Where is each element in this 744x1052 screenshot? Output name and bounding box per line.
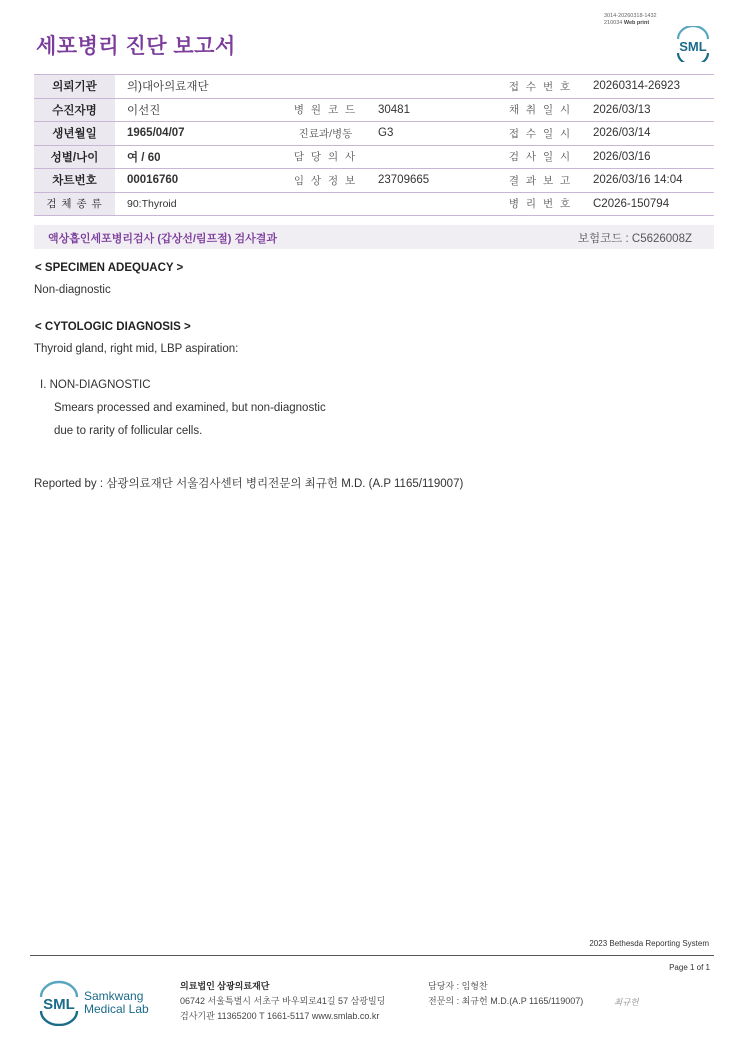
- footer-divider: [30, 955, 714, 956]
- info-row: [34, 192, 714, 216]
- hospital-code-value: 30481: [366, 98, 500, 122]
- signature: 최규헌: [614, 998, 639, 1008]
- specialist-value: 최규헌 M.D.(A.P 1165/119007): [461, 996, 584, 1006]
- brand-line-1: Samkwang: [84, 989, 144, 1003]
- sex-age-label: 성별/나이: [34, 145, 115, 169]
- diagnosis-header: < CYTOLOGIC DIAGNOSIS >: [35, 321, 191, 333]
- info-row: [34, 169, 714, 193]
- referral-label: 의뢰기관: [34, 75, 115, 99]
- clinical-value: 23709665: [366, 169, 500, 193]
- info-row: [34, 145, 714, 169]
- info-row: [34, 122, 714, 146]
- patient-value: 이선진: [115, 98, 285, 122]
- chart-value: 00016760: [115, 169, 285, 193]
- page-number: Page 1 of 1: [669, 963, 710, 972]
- receipt-no-value: 20260314-26923: [581, 75, 714, 99]
- print-code: [604, 13, 657, 26]
- collection-label: 채 취 일 시: [500, 98, 581, 122]
- org-contact: 검사기관 11365200 T 1661-5117 www.smlab.co.kr: [180, 1011, 380, 1021]
- result-value: 2026/03/16 14:04: [581, 169, 714, 193]
- diagnosis-detail-1: Smears processed and examined, but non-diagnostic: [54, 402, 326, 414]
- info-row: [34, 98, 714, 122]
- diagnosis-detail-2: due to rarity of follicular cells.: [54, 425, 203, 437]
- brand-line-2: Medical Lab: [84, 1002, 149, 1016]
- print-code-line2: 210034: [604, 19, 623, 26]
- org-name: 의료법인 삼광의료재단: [180, 981, 270, 991]
- sex-age-value: 여 / 60: [115, 145, 285, 169]
- org-info: [180, 979, 385, 1024]
- org-address: 06742 서울특별시 서초구 바우뫼로41길 57 삼광빌딩: [180, 996, 386, 1006]
- adequacy-header: < SPECIMEN ADEQUACY >: [35, 262, 184, 274]
- patient-label: 수진자명: [34, 98, 115, 122]
- logo-arc-top: [678, 26, 708, 39]
- doctor-label: 담 당 의 사: [285, 145, 366, 169]
- reported-by: Reported by : 삼광의료재단 서울검사센터 병리전문의 최규헌 M.D. (A.P 1165/119007): [34, 478, 464, 490]
- path-no-label: 병 리 번 호: [500, 192, 581, 216]
- dob-value: 1965/04/07: [115, 122, 285, 146]
- received-value: 2026/03/14: [581, 122, 714, 146]
- result-label: 결 과 보 고: [500, 169, 581, 193]
- print-mode: Web print: [623, 19, 650, 26]
- adequacy-text: Non-diagnostic: [34, 284, 111, 296]
- test-name: 액상흡인세포병리검사 (갑상선/림프절) 검사결과: [48, 233, 278, 245]
- specialist-label: 전문의 :: [428, 996, 460, 1006]
- exam-date-label: 검 사 일 시: [500, 145, 581, 169]
- chart-label: 차트번호: [34, 169, 115, 193]
- referral-value: 의)대아의료재단: [115, 75, 500, 99]
- sml-logo: [672, 26, 714, 62]
- test-header-bar: [34, 225, 714, 249]
- logo-arc-bottom: [678, 53, 708, 62]
- footer-logo-text: SML: [43, 996, 75, 1013]
- received-label: 접 수 일 시: [500, 122, 581, 146]
- receipt-no-label: 접 수 번 호: [500, 75, 581, 99]
- page-title: 세포병리 진단 보고서: [36, 35, 236, 58]
- staff-value: 임형찬: [461, 981, 488, 991]
- exam-date-value: 2026/03/16: [581, 145, 714, 169]
- dept-value: G3: [366, 122, 500, 146]
- hospital-code-label: 병 원 코 드: [285, 98, 366, 122]
- reporting-system: 2023 Bethesda Reporting System: [589, 939, 709, 948]
- specimen-label: 검 체 종 류: [34, 192, 115, 216]
- brand-name: [84, 990, 149, 1016]
- path-no-value: C2026-150794: [581, 192, 714, 216]
- staff-label: 담당자 :: [428, 981, 460, 991]
- diagnosis-site: Thyroid gland, right mid, LBP aspiration:: [34, 343, 239, 355]
- print-code-line1: 3014-20260318-1432: [604, 13, 657, 19]
- collection-value: 2026/03/13: [581, 98, 714, 122]
- doctor-value: [366, 145, 500, 169]
- logo-text: SML: [679, 39, 707, 54]
- info-row: [34, 75, 714, 99]
- staff-info: [428, 979, 583, 1009]
- footer-logo-arc-bottom: [41, 1011, 77, 1025]
- sml-footer-logo: [36, 980, 82, 1026]
- footer-logo-arc-top: [41, 982, 77, 997]
- clinical-label: 임 상 정 보: [285, 169, 366, 193]
- dob-label: 생년월일: [34, 122, 115, 146]
- dept-label: 진료과/병동: [285, 122, 366, 146]
- insurance-code: 보험코드 : C5626008Z: [577, 233, 692, 245]
- diagnosis-item: I. NON-DIAGNOSTIC: [40, 379, 151, 391]
- specimen-value: 90:Thyroid: [115, 192, 500, 216]
- patient-info-table: [34, 74, 714, 216]
